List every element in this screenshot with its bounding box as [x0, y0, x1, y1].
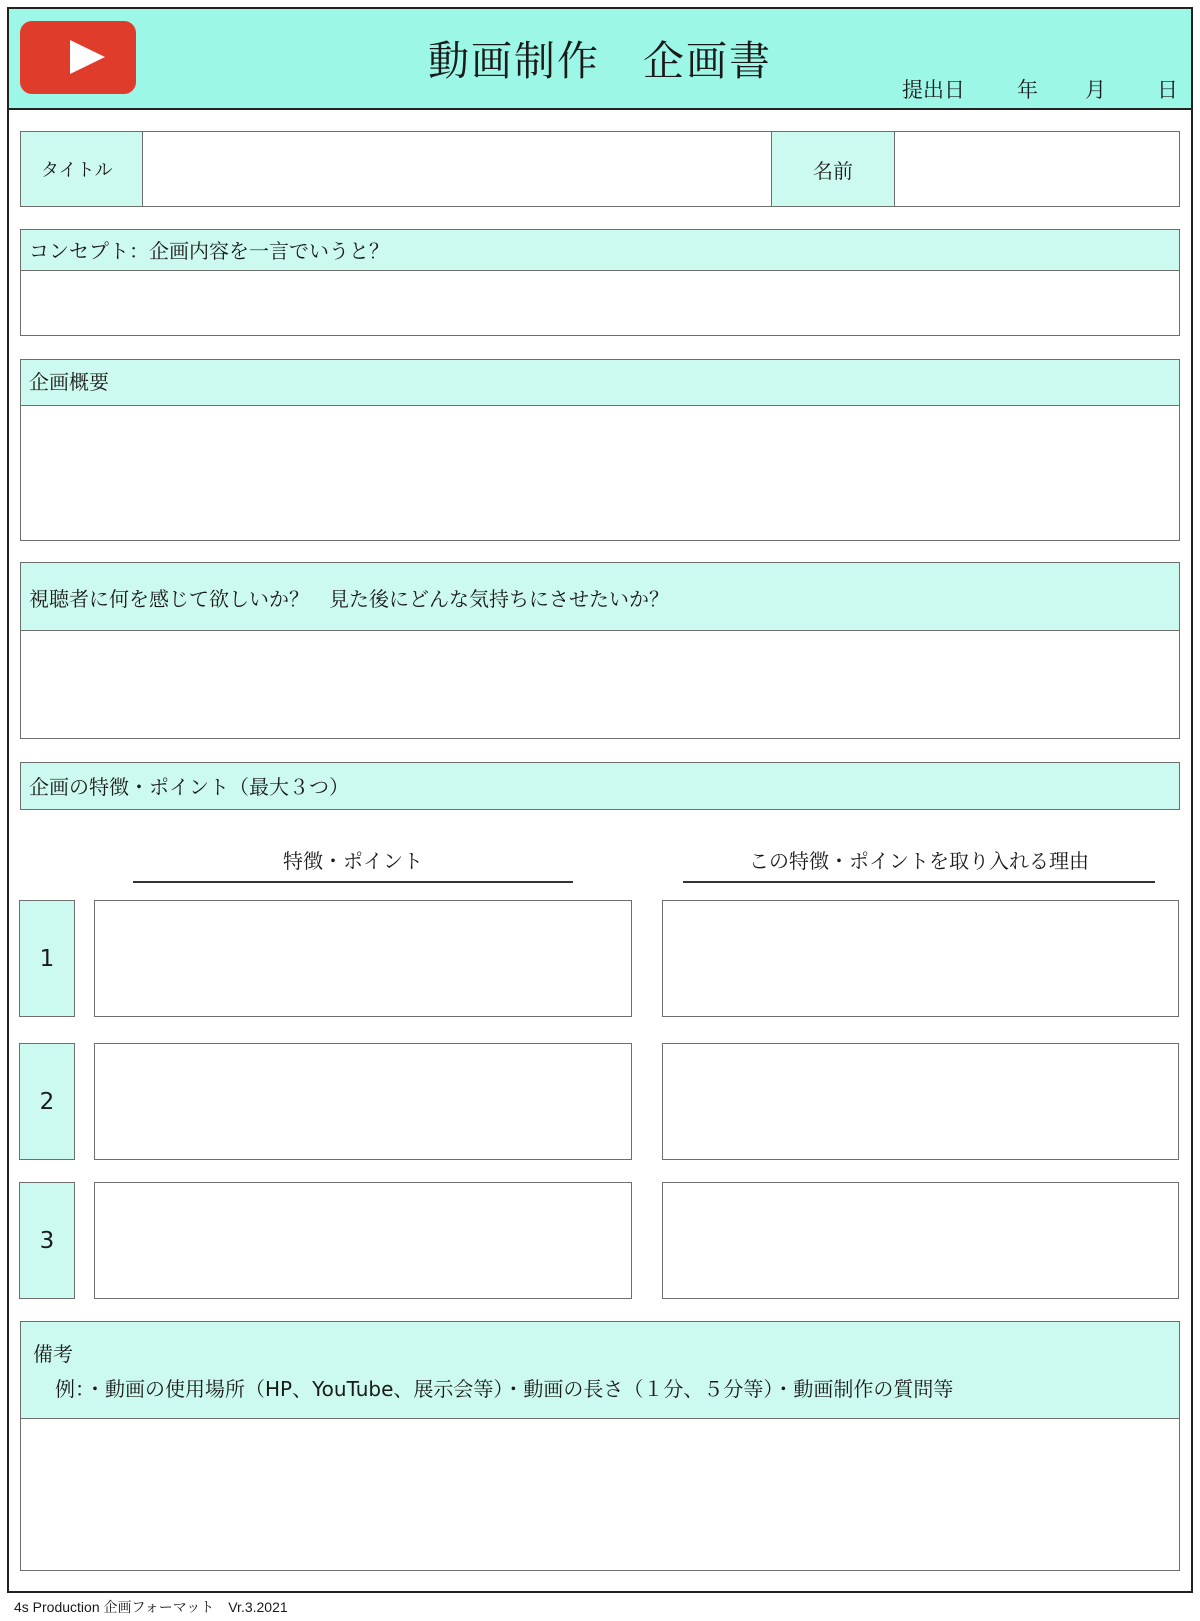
- name-label-cell: [771, 132, 895, 206]
- footer-text: 4s Production 企画フォーマット Vr.3.2021: [14, 1599, 288, 1615]
- column-divider-point: [133, 881, 573, 883]
- point-input-1[interactable]: [94, 900, 632, 1017]
- remarks-label: 備考: [33, 1342, 73, 1366]
- column-heading-reason: この特徴・ポイントを取り入れる理由: [749, 849, 1089, 873]
- day-label: 日: [1157, 78, 1178, 102]
- features-header: [20, 762, 1180, 810]
- name-input[interactable]: [897, 133, 1179, 205]
- point-input-2[interactable]: [94, 1043, 632, 1160]
- row-number-label: 2: [39, 1088, 55, 1115]
- remarks-input[interactable]: [22, 1421, 1178, 1569]
- name-label: 名前: [813, 158, 853, 183]
- features-label: 企画の特徴・ポイント（最大３つ）: [29, 775, 349, 799]
- column-heading-point: 特徴・ポイント: [283, 849, 423, 873]
- concept-label: コンセプト：企画内容を一言でいうと？: [29, 239, 389, 263]
- remarks-example: 例：・動画の使用場所（HP、YouTube、展示会等）・動画の長さ（１分、５分等）・動画制作の質問等: [55, 1377, 954, 1401]
- feeling-header: [21, 563, 1179, 631]
- reason-input-1[interactable]: [662, 900, 1179, 1017]
- row-number-2: [19, 1043, 75, 1160]
- title-input[interactable]: [145, 133, 770, 205]
- page-title: 動画制作 企画書: [428, 37, 772, 85]
- reason-input-2[interactable]: [662, 1043, 1179, 1160]
- row-number-3: [19, 1182, 75, 1299]
- feeling-label: 視聴者に何を感じて欲しいか？ 見た後にどんな気持ちにさせたいか？: [29, 587, 669, 611]
- row-number-1: [19, 900, 75, 1017]
- remarks-header: [21, 1322, 1179, 1419]
- point-input-3[interactable]: [94, 1182, 632, 1299]
- title-label-cell: [21, 132, 143, 206]
- play-button-icon: [20, 21, 136, 94]
- title-label: タイトル: [41, 160, 113, 181]
- feeling-input[interactable]: [22, 633, 1178, 737]
- row-number-label: 1: [39, 945, 55, 972]
- concept-header: [21, 230, 1179, 271]
- overview-input[interactable]: [22, 408, 1178, 539]
- column-divider-reason: [683, 881, 1155, 883]
- concept-input[interactable]: [22, 273, 1178, 334]
- month-label: 月: [1085, 78, 1106, 102]
- reason-input-3[interactable]: [662, 1182, 1179, 1299]
- year-label: 年: [1017, 78, 1038, 102]
- submit-date-label: 提出日: [902, 78, 965, 102]
- row-number-label: 3: [39, 1227, 55, 1254]
- overview-header: [21, 360, 1179, 406]
- overview-label: 企画概要: [29, 370, 109, 394]
